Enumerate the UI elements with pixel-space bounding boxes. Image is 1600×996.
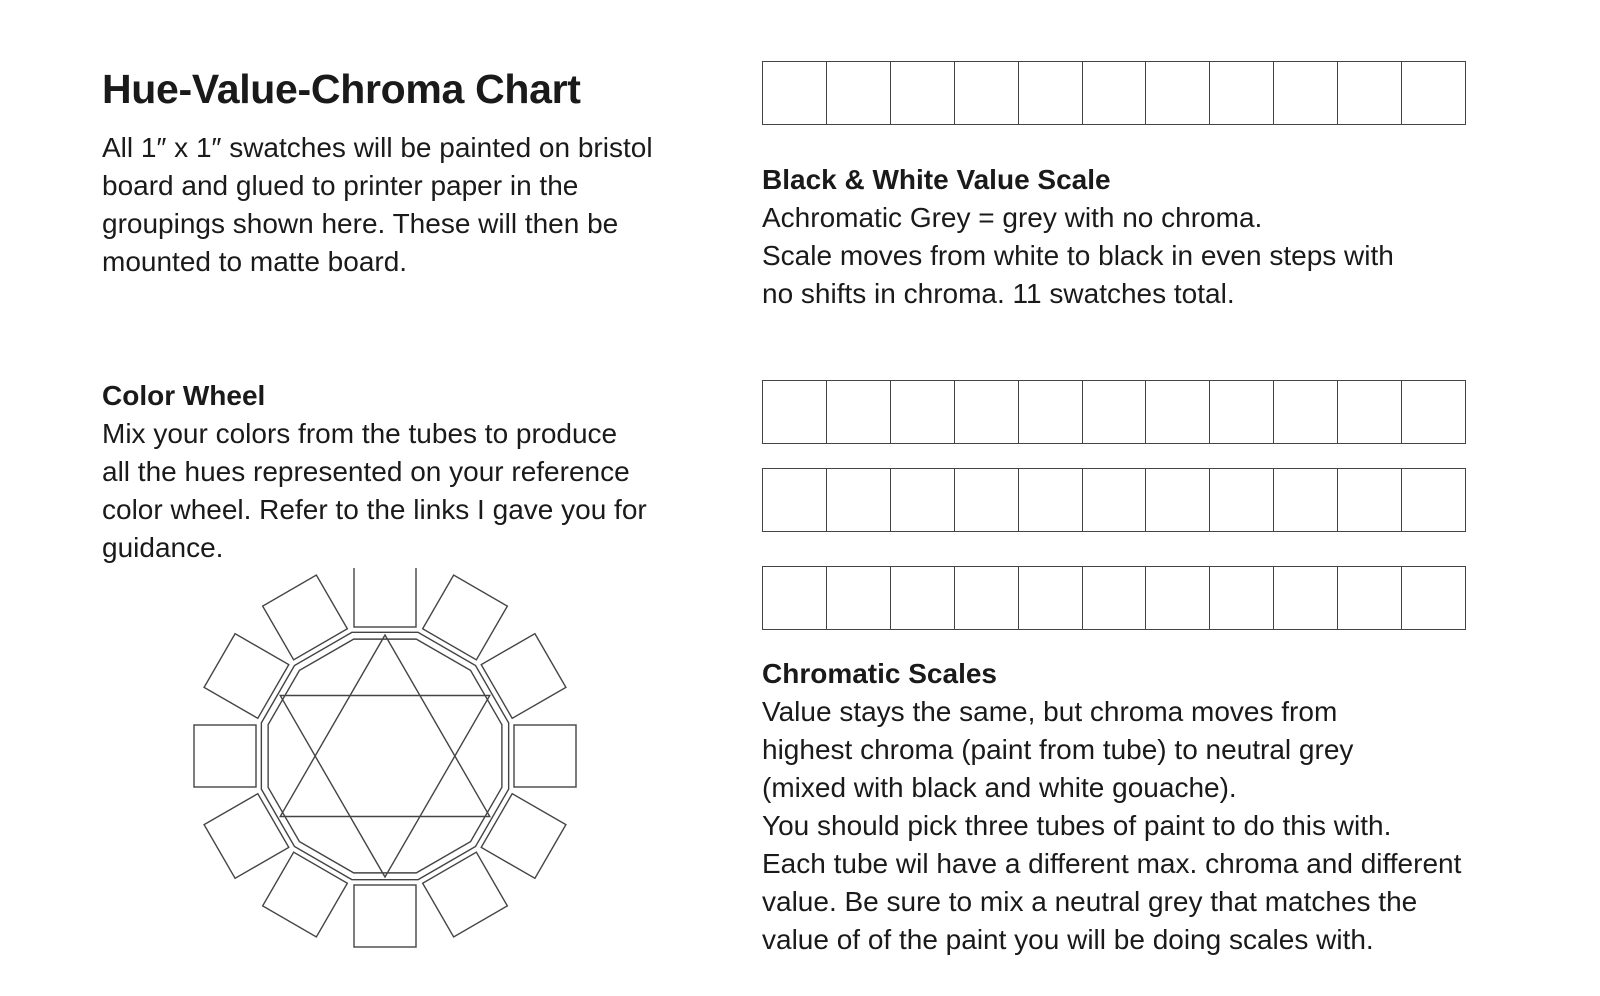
swatch-box: [955, 62, 1019, 124]
intro-line: board and glued to printer paper in the: [102, 170, 579, 201]
color-wheel-line: guidance.: [102, 532, 224, 563]
swatch-box: [763, 567, 827, 629]
color-wheel-swatch: [354, 568, 416, 627]
swatch-box: [1146, 567, 1210, 629]
swatch-box: [891, 381, 955, 443]
color-wheel-swatch: [204, 794, 289, 879]
bw-value-scale-section: [762, 161, 1394, 313]
bw-value-scale-line: Achromatic Grey = grey with no chroma.: [762, 202, 1263, 233]
swatch-box: [1210, 469, 1274, 531]
chromatic-scales-line: You should pick three tubes of paint to do this with.: [762, 810, 1392, 841]
swatch-box: [763, 381, 827, 443]
color-wheel-section: [102, 377, 647, 567]
intro-line: groupings shown here. These will then be: [102, 208, 619, 239]
color-wheel-line: Mix your colors from the tubes to produce: [102, 418, 618, 449]
color-wheel-line: color wheel. Refer to the links I gave you for: [102, 494, 647, 525]
swatch-box: [955, 469, 1019, 531]
swatch-box: [1210, 62, 1274, 124]
chromatic-scales-heading: Chromatic Scales: [762, 658, 997, 689]
swatch-box: [1019, 469, 1083, 531]
chromatic-scale-swatch-row: [762, 566, 1466, 630]
color-wheel-swatch: [263, 852, 348, 937]
swatch-box: [1083, 567, 1147, 629]
chromatic-scales-line: highest chroma (paint from tube) to neutral grey: [762, 734, 1354, 765]
intro-line: All 1″ x 1″ swatches will be painted on bristol: [102, 132, 653, 163]
swatch-box: [1402, 62, 1465, 124]
swatch-box: [1338, 567, 1402, 629]
swatch-box: [1146, 62, 1210, 124]
swatch-box: [1146, 469, 1210, 531]
page-title: Hue-Value-Chroma Chart: [102, 66, 581, 112]
intro-line: mounted to matte board.: [102, 246, 408, 277]
chromatic-scales-line: (mixed with black and white gouache).: [762, 772, 1237, 803]
color-wheel-swatch: [481, 634, 566, 719]
color-wheel-swatch: [481, 794, 566, 879]
color-wheel-swatch: [263, 575, 348, 660]
color-wheel-line: all the hues represented on your reference: [102, 456, 630, 487]
color-wheel-swatch: [423, 852, 508, 937]
color-wheel-diagram: [190, 568, 580, 958]
swatch-box: [1338, 62, 1402, 124]
swatch-box: [1274, 62, 1338, 124]
chromatic-scale-swatch-row: [762, 380, 1466, 444]
swatch-box: [1083, 469, 1147, 531]
swatch-box: [1274, 567, 1338, 629]
swatch-box: [827, 381, 891, 443]
swatch-box: [1019, 62, 1083, 124]
swatch-box: [891, 62, 955, 124]
bw-value-scale-swatch-row: [762, 61, 1466, 125]
swatch-box: [955, 567, 1019, 629]
chromatic-scales-section: [762, 655, 1461, 959]
color-wheel-heading: Color Wheel: [102, 380, 266, 411]
color-wheel-swatch: [514, 725, 576, 787]
swatch-box: [1274, 469, 1338, 531]
wheel-inner-ring: [268, 639, 502, 873]
swatch-box: [1210, 567, 1274, 629]
bw-value-scale-line: Scale moves from white to black in even steps with: [762, 240, 1394, 271]
swatch-box: [1210, 381, 1274, 443]
swatch-box: [763, 62, 827, 124]
swatch-box: [1402, 469, 1465, 531]
swatch-box: [1274, 381, 1338, 443]
swatch-box: [827, 62, 891, 124]
swatch-box: [1402, 567, 1465, 629]
swatch-box: [1402, 381, 1465, 443]
chromatic-scales-line: Value stays the same, but chroma moves from: [762, 696, 1338, 727]
swatch-box: [1083, 62, 1147, 124]
bw-value-scale-line: no shifts in chroma. 11 swatches total.: [762, 278, 1235, 309]
swatch-box: [1019, 381, 1083, 443]
swatch-box: [1338, 381, 1402, 443]
color-wheel-swatch: [194, 725, 256, 787]
swatch-box: [827, 567, 891, 629]
swatch-box: [763, 469, 827, 531]
color-wheel-swatch: [354, 885, 416, 947]
swatch-box: [1083, 381, 1147, 443]
color-wheel-swatch: [204, 634, 289, 719]
wheel-triangle-up: [280, 635, 490, 817]
intro-text: [102, 129, 653, 281]
bw-value-scale-heading: Black & White Value Scale: [762, 164, 1111, 195]
swatch-box: [827, 469, 891, 531]
chromatic-scale-swatch-row: [762, 468, 1466, 532]
wheel-outer-ring: [261, 632, 508, 879]
chromatic-scales-line: value of of the paint you will be doing scales with.: [762, 924, 1374, 955]
swatch-box: [891, 469, 955, 531]
chromatic-scales-line: Each tube wil have a different max. chroma and different: [762, 848, 1462, 879]
swatch-box: [1019, 567, 1083, 629]
swatch-box: [1146, 381, 1210, 443]
chromatic-scales-line: value. Be sure to mix a neutral grey that matches the: [762, 886, 1418, 917]
swatch-box: [1338, 469, 1402, 531]
wheel-triangle-down: [280, 696, 490, 878]
color-wheel-swatch: [423, 575, 508, 660]
swatch-box: [891, 567, 955, 629]
swatch-box: [955, 381, 1019, 443]
